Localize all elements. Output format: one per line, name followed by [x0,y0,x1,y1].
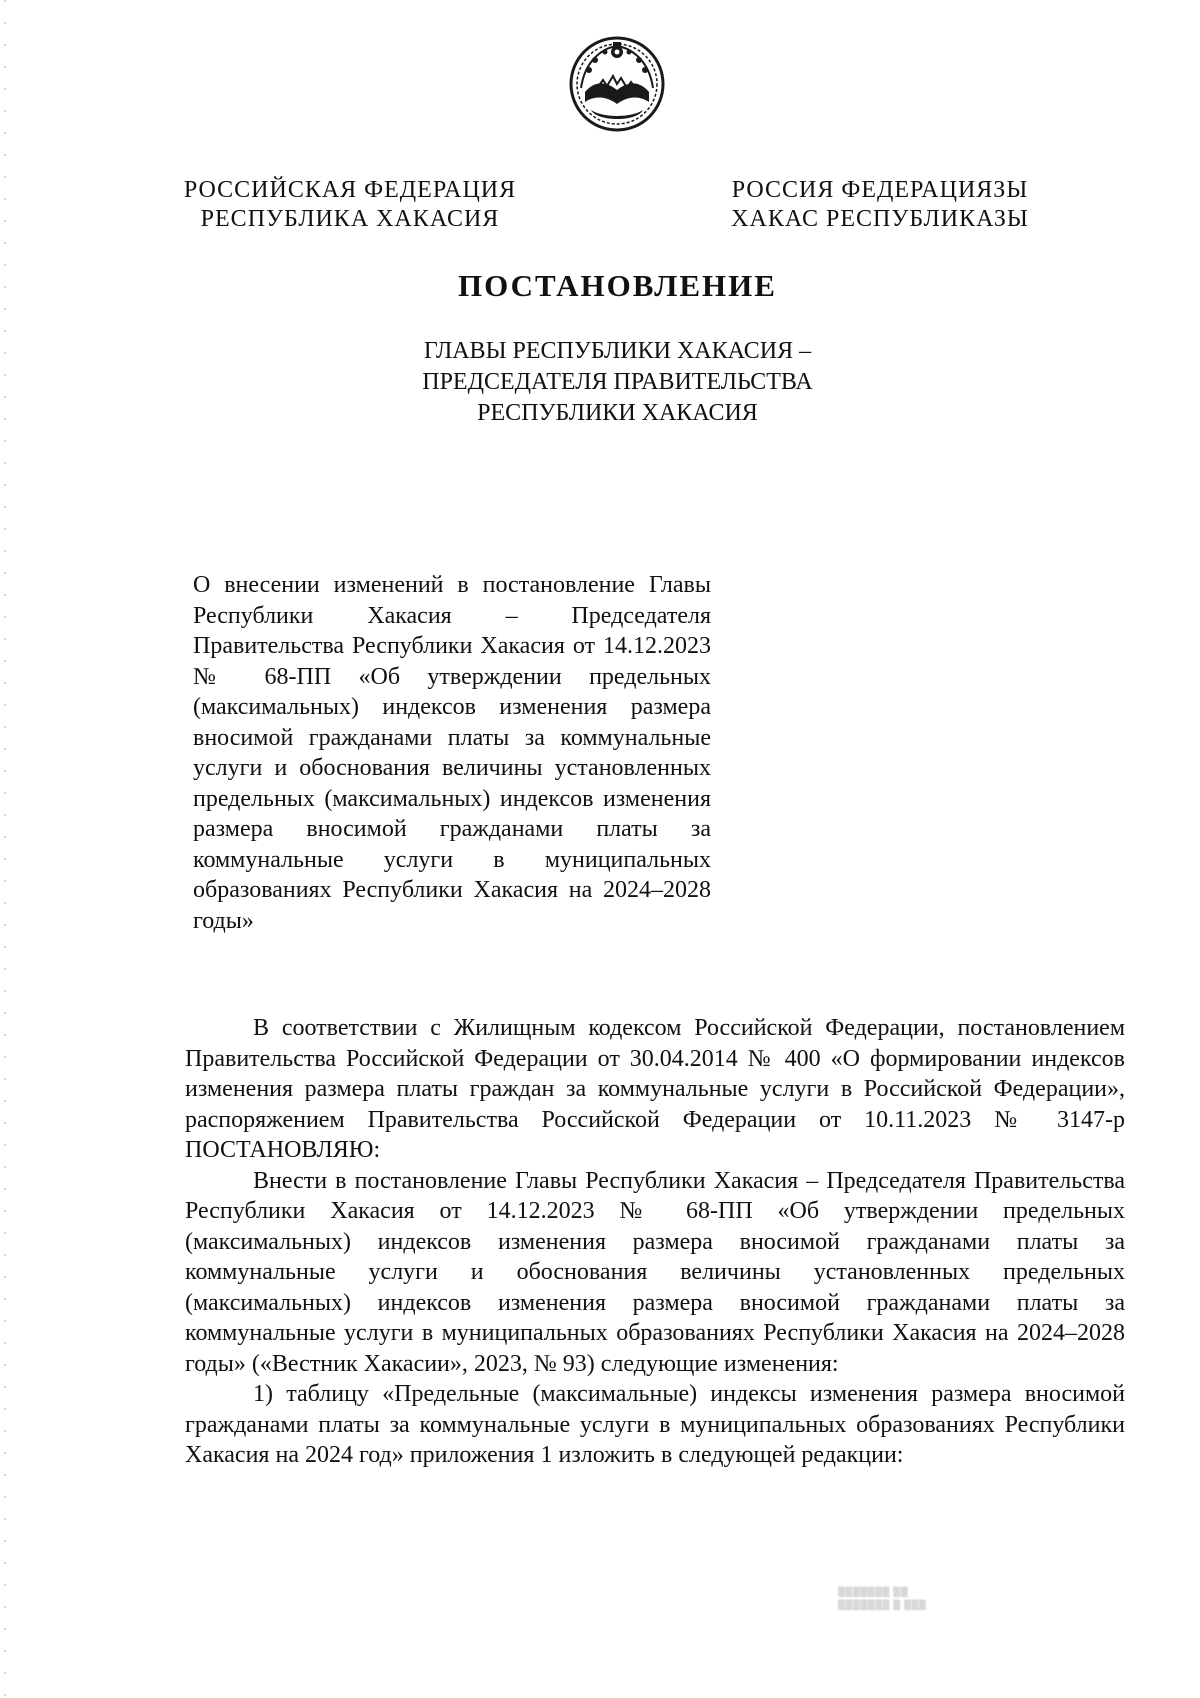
body-paragraph-1: В соответствии с Жилищным кодексом Российской Федерации, постановлением Правительства Российской Федерации от 30.04.2014 № 400 «О формировании индексов изменения размера платы граждан за коммунальные услуги в Российской Федерации», распоряжением Правительства Российской Федерации от 10.11.2023 № 3147-р ПОСТАНОВЛЯЮ: [185,1015,1125,1163]
header-right-line1: РОССИЯ ФЕДЕРАЦИЯЗЫ [731,177,1029,203]
header-left [180,176,520,234]
scan-margin-marks [4,0,6,1698]
header-left-line1: РОССИЙСКАЯ ФЕДЕРАЦИЯ [183,177,517,203]
document-type-title: ПОСТАНОВЛЕНИЕ [458,268,777,303]
issuer-block [0,336,1200,429]
header-left-line2: РЕСПУБЛИКА ХАКАСИЯ [200,206,500,232]
document-body [185,1013,1125,1471]
coat-of-arms-icon [567,30,667,138]
body-paragraph-2: Внести в постановление Главы Республики Хакасия – Председателя Правительства Республики Хакасия от 14.12.2023 № 68-ПП «Об утверждении предельных (максимальных) индексов изменения размера вносимой гражданами платы за коммунальные услуги и обоснования величины установленных предельных (максимальных) индексов изменения размера вносимой гражданами платы за коммунальные услуги в муниципальных образованиях Республики Хакасия на 2024–2028 годы» («Вестник Хакасии», 2023, № 93) следующие изменения: [185,1167,1125,1377]
document-subject: О внесении изменений в постановление Главы Республики Хакасия – Председателя Правительства Республики Хакасия от 14.12.2023 № 68-ПП «Об утверждении предельных (максимальных) индексов изменения размера вносимой гражданами платы за коммунальные услуги и обоснования величины установленных предельных (максимальных) индексов изменения размера вносимой гражданами платы за коммунальные услуги в муниципальных образованиях Республики Хакасия на 2024–2028 годы» [193,572,711,934]
issuer-line1: ГЛАВЫ РЕСПУБЛИКИ ХАКАСИЯ – [423,338,812,364]
issuer-line3: РЕСПУБЛИКИ ХАКАСИЯ [477,400,758,426]
body-paragraph-3: 1) таблицу «Предельные (максимальные) индексы изменения размера вносимой гражданами платы за коммунальные услуги в муниципальных образованиях Республики Хакасия на 2024 год» приложения 1 изложить в следующей редакции: [185,1381,1125,1468]
header-right-line2: ХАКАС РЕСПУБЛИКАЗЫ [731,206,1029,232]
issuer-line2: ПРЕДСЕДАТЕЛЯ ПРАВИТЕЛЬСТВА [422,369,813,395]
header-right [730,176,1030,234]
faint-scan-stamp: ▒▒▒▒▒▒▒ ▒▒ ▒▒▒▒▒▒▒ ▒ ▒▒▒ [838,1588,927,1611]
